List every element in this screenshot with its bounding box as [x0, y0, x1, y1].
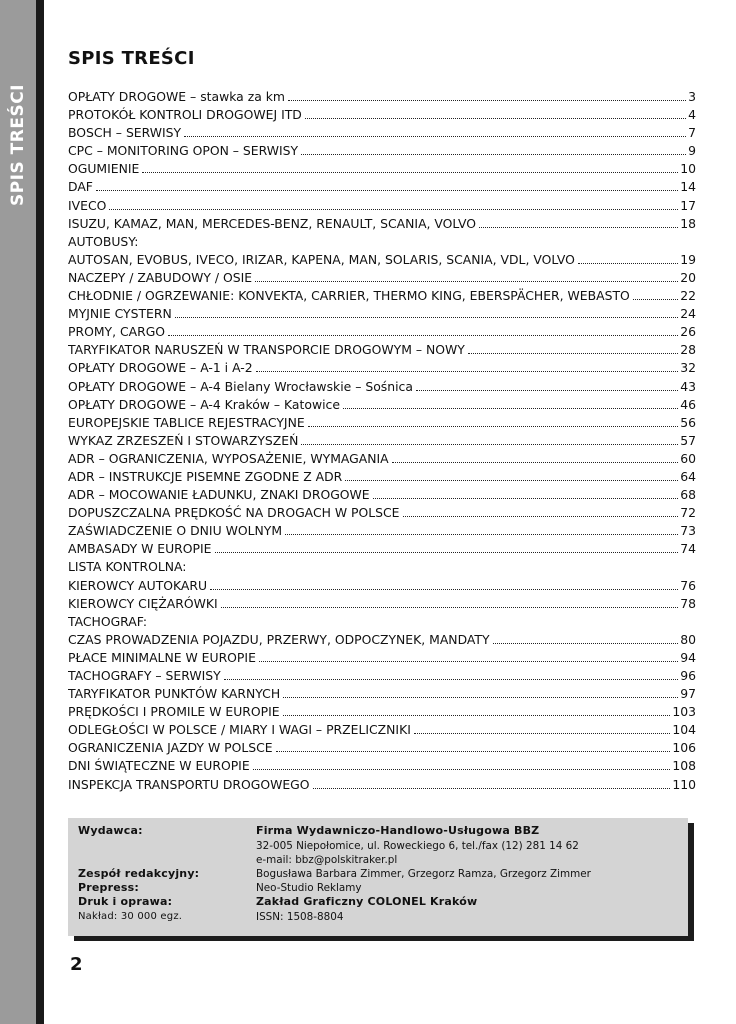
toc-entry — [68, 414, 696, 432]
toc-entry-title: AUTOBUSY: — [68, 233, 139, 249]
toc-dot-leader — [416, 379, 678, 391]
printing-label: Druk i oprawa: — [78, 895, 173, 908]
toc-dot-leader — [256, 360, 679, 372]
toc-entry-page: 96 — [680, 668, 696, 683]
toc-entry-title: DNI ŚWIĄTECZNE W EUROPIE — [68, 758, 250, 774]
toc-entry — [68, 341, 696, 359]
toc-entry — [68, 142, 696, 160]
sidebar-label-text: SPIS TREŚCI — [8, 83, 29, 207]
toc-entry-title: CPC – MONITORING OPON – SERWISY — [68, 143, 299, 159]
toc-dot-leader — [184, 125, 686, 137]
toc-entry-page: 104 — [672, 722, 696, 738]
toc-entry-page: 56 — [680, 414, 696, 430]
toc-entry-title: OGRANICZENIA JAZDY W POLSCE — [68, 740, 273, 756]
toc-entry-page: 46 — [680, 396, 696, 412]
toc-entry — [68, 685, 696, 703]
toc-entry-page: 10 — [680, 161, 696, 177]
toc-entry-page: 17 — [680, 197, 696, 213]
toc-dot-leader — [305, 107, 686, 119]
toc-dot-leader — [215, 541, 679, 553]
toc-entry — [68, 251, 696, 269]
page-title: SPIS TREŚCI — [68, 48, 195, 69]
toc-entry — [68, 287, 696, 305]
toc-entry — [68, 233, 696, 251]
toc-entry-title: OPŁATY DROGOWE – A-4 Kraków – Katowice — [68, 396, 340, 412]
toc-dot-leader — [168, 324, 678, 336]
toc-entry — [68, 522, 696, 540]
toc-dot-leader — [109, 198, 678, 210]
toc-entry-page: 80 — [680, 631, 696, 647]
toc-dot-leader — [142, 161, 678, 173]
toc-entry — [68, 178, 696, 196]
toc-dot-leader — [343, 397, 678, 409]
toc-entry-page: 97 — [680, 686, 696, 702]
toc-entry-page: 14 — [680, 179, 696, 195]
toc-entry-title: OPŁATY DROGOWE – stawka za km — [68, 89, 285, 104]
toc-entry — [68, 776, 696, 794]
toc-entry-page: 24 — [680, 306, 696, 322]
toc-entry-page: 20 — [680, 269, 696, 285]
toc-entry-page: 72 — [680, 505, 696, 521]
toc-entry-title: IVECO — [68, 197, 107, 213]
toc-entry-page: 4 — [688, 107, 696, 123]
toc-entry — [68, 757, 696, 775]
toc-dot-leader — [253, 758, 671, 770]
toc-entry — [68, 739, 696, 757]
toc-entry-page: 60 — [680, 450, 696, 466]
sidebar-label — [7, 80, 29, 210]
toc-entry — [68, 468, 696, 486]
toc-dot-leader — [479, 216, 678, 228]
toc-entry-title: PROMY, CARGO — [68, 324, 166, 340]
toc-entry — [68, 432, 696, 450]
toc-entry-title: BOSCH – SERWISY — [68, 125, 182, 141]
publisher-label: Wydawca: — [78, 824, 143, 837]
toc-entry — [68, 197, 696, 215]
toc-entry-title: OPŁATY DROGOWE – A-1 i A-2 — [68, 360, 253, 376]
toc-entry-title: MYJNIE CYSTERN — [68, 306, 172, 322]
toc-entry — [68, 540, 696, 558]
toc-dot-leader — [308, 415, 679, 427]
toc-entry — [68, 486, 696, 504]
toc-entry-page: 78 — [680, 595, 696, 611]
toc-entry — [68, 631, 696, 649]
toc-entry-page: 103 — [672, 704, 696, 720]
page-number: 2 — [70, 954, 83, 975]
toc-entry-title: AUTOSAN, EVOBUS, IVECO, IRIZAR, KAPENA, MAN, SOLARIS, SCANIA, VDL, VOLVO — [68, 251, 575, 267]
toc-entry-page: 9 — [688, 143, 696, 159]
toc-entry-title: DOPUSZCZALNA PRĘDKOŚĆ NA DROGACH W POLSCE — [68, 505, 400, 521]
toc-entry-title: TACHOGRAF: — [68, 613, 148, 629]
toc-entry-title: DAF — [68, 179, 93, 195]
toc-dot-leader — [313, 777, 671, 789]
toc-dot-leader — [373, 487, 679, 499]
toc-entry — [68, 703, 696, 721]
toc-dot-leader — [288, 89, 686, 101]
publisher-address: 32-005 Niepołomice, ul. Roweckiego 6, tel./fax (12) 281 14 62 — [256, 840, 579, 852]
toc-entry-page: 3 — [688, 89, 696, 104]
toc-entry — [68, 323, 696, 341]
toc-dot-leader — [283, 686, 678, 698]
sidebar-edge — [36, 0, 44, 1024]
toc-entry-title: ODLEGŁOŚCI W POLSCE / MIARY I WAGI – PRZELICZNIKI — [68, 722, 411, 738]
toc-dot-leader — [392, 451, 679, 463]
toc-entry — [68, 359, 696, 377]
toc-entry — [68, 124, 696, 142]
toc-entry — [68, 88, 696, 106]
toc-entry-page: 106 — [672, 740, 696, 756]
printing-value: Zakład Graficzny COLONEL Kraków — [256, 895, 478, 908]
toc-entry-page: 32 — [680, 360, 696, 376]
toc-entry-page: 26 — [680, 324, 696, 340]
toc-entry-title: CZAS PROWADZENIA POJAZDU, PRZERWY, ODPOCZYNEK, MANDATY — [68, 631, 490, 647]
toc-entry-page: 108 — [672, 758, 696, 774]
editorial-team-label: Zespół redakcyjny: — [78, 867, 200, 880]
prepress-label: Prepress: — [78, 881, 140, 894]
toc-entry-page: 74 — [680, 541, 696, 557]
toc-entry-title: CHŁODNIE / OGRZEWANIE: KONVEKTA, CARRIER, THERMO KING, EBERSPÄCHER, WEBASTO — [68, 288, 630, 304]
toc-entry — [68, 558, 696, 576]
toc-dot-leader — [175, 306, 678, 318]
toc-entry-title: PŁACE MINIMALNE W EUROPIE — [68, 649, 256, 665]
toc-entry — [68, 595, 696, 613]
toc-dot-leader — [285, 523, 678, 535]
toc-entry-title: ZAŚWIADCZENIE O DNIU WOLNYM — [68, 523, 283, 539]
toc-dot-leader — [224, 668, 679, 680]
toc-entry-page: 73 — [680, 523, 696, 539]
toc-entry-title: NACZEPY / ZABUDOWY / OSIE — [68, 269, 253, 285]
toc-entry-title: OPŁATY DROGOWE – A-4 Bielany Wrocławskie – Sośnica — [68, 378, 413, 394]
toc-dot-leader — [283, 704, 671, 716]
toc-entry-title: ADR – INSTRUKCJE PISEMNE ZGODNE Z ADR — [68, 468, 343, 484]
toc-entry-page: 43 — [680, 378, 696, 394]
toc-entry-page: 64 — [680, 468, 696, 484]
toc-entry-title: OGUMIENIE — [68, 161, 140, 177]
toc-entry-page: 94 — [680, 649, 696, 665]
toc-entry-page: 76 — [680, 577, 696, 593]
toc-entry-page: 18 — [680, 215, 696, 231]
toc-entry — [68, 160, 696, 178]
publisher-email: e-mail: bbz@polskitraker.pl — [256, 854, 398, 866]
toc-entry — [68, 613, 696, 631]
toc-entry-title: INSPEKCJA TRANSPORTU DROGOWEGO — [68, 776, 310, 792]
toc-dot-leader — [96, 179, 678, 191]
toc-entry-title: KIEROWCY AUTOKARU — [68, 577, 208, 593]
publisher-box — [68, 818, 688, 936]
toc-entry — [68, 504, 696, 522]
toc-entry-page: 19 — [680, 251, 696, 267]
editorial-team-value: Bogusława Barbara Zimmer, Grzegorz Ramza, Grzegorz Zimmer — [256, 868, 591, 880]
toc-dot-leader — [493, 632, 679, 644]
toc-entry-page: 110 — [672, 776, 696, 792]
toc-entry-title: ADR – MOCOWANIE ŁADUNKU, ZNAKI DROGOWE — [68, 487, 370, 503]
toc-entry — [68, 396, 696, 414]
toc-entry — [68, 667, 696, 685]
issn-value: ISSN: 1508-8804 — [256, 911, 344, 923]
toc-entry — [68, 305, 696, 323]
toc-dot-leader — [345, 469, 678, 481]
toc-entry — [68, 649, 696, 667]
toc-dot-leader — [468, 342, 678, 354]
toc-entry — [68, 269, 696, 287]
table-of-contents — [68, 88, 696, 794]
toc-entry-title: TACHOGRAFY – SERWISY — [68, 668, 221, 683]
circulation-label: Nakład: 30 000 egz. — [78, 911, 183, 922]
toc-entry-title: KIEROWCY CIĘŻARÓWKI — [68, 595, 218, 611]
toc-entry-title: WYKAZ ZRZESZEŃ I STOWARZYSZEŃ — [68, 432, 299, 448]
toc-entry-title: ISUZU, KAMAZ, MAN, MERCEDES-BENZ, RENAULT, SCANIA, VOLVO — [68, 215, 476, 231]
toc-entry-title: LISTA KONTROLNA: — [68, 559, 187, 575]
toc-entry — [68, 106, 696, 124]
toc-dot-leader — [301, 143, 686, 155]
toc-entry — [68, 721, 696, 739]
toc-dot-leader — [414, 722, 670, 734]
toc-entry-page: 57 — [680, 432, 696, 448]
toc-entry-page: 68 — [680, 487, 696, 503]
toc-entry — [68, 378, 696, 396]
toc-entry — [68, 577, 696, 595]
toc-dot-leader — [403, 505, 679, 517]
toc-dot-leader — [259, 650, 678, 662]
publisher-name: Firma Wydawniczo-Handlowo-Usługowa BBZ — [256, 824, 540, 837]
toc-entry-title: ADR – OGRANICZENIA, WYPOSAŻENIE, WYMAGANIA — [68, 450, 389, 466]
toc-entry — [68, 450, 696, 468]
toc-dot-leader — [255, 270, 678, 282]
toc-entry-title: TARYFIKATOR NARUSZEŃ W TRANSPORCIE DROGOWYM – NOWY — [68, 342, 465, 358]
toc-dot-leader — [276, 740, 671, 752]
toc-entry — [68, 215, 696, 233]
toc-entry-title: EUROPEJSKIE TABLICE REJESTRACYJNE — [68, 414, 305, 430]
toc-dot-leader — [301, 433, 678, 445]
toc-dot-leader — [578, 252, 678, 264]
toc-dot-leader — [221, 596, 679, 608]
toc-dot-leader — [210, 578, 678, 590]
toc-entry-page: 22 — [680, 288, 696, 304]
toc-entry-title: PROTOKÓŁ KONTROLI DROGOWEJ ITD — [68, 107, 302, 123]
toc-entry-title: AMBASADY W EUROPIE — [68, 541, 212, 557]
toc-entry-page: 7 — [688, 125, 696, 141]
toc-entry-title: PRĘDKOŚCI I PROMILE W EUROPIE — [68, 704, 280, 720]
toc-entry-title: TARYFIKATOR PUNKTÓW KARNYCH — [68, 686, 281, 702]
toc-dot-leader — [633, 288, 678, 300]
prepress-value: Neo-Studio Reklamy — [256, 882, 362, 894]
toc-entry-page: 28 — [680, 342, 696, 358]
